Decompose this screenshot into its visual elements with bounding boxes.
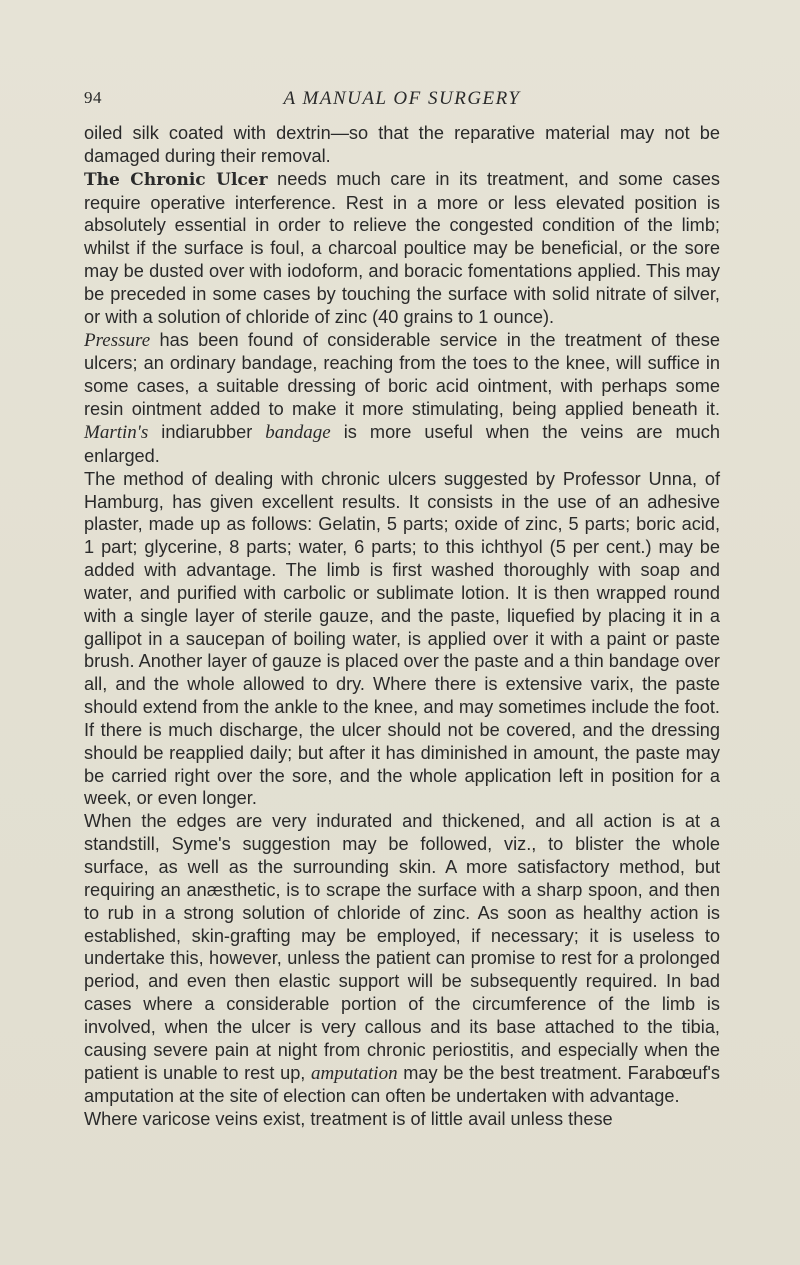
- paragraph-text: Where varicose veins exist, treatment is of little avail unless these: [84, 1109, 613, 1130]
- paragraph-text: When the edges are very indurated and thickened, and all action is at a standstill, Syme's suggestion may be followed, viz., to blister the whole surface, as well as the surrounding skin. A more satisfactory method, but requiring an anæsthetic, is to scrape the surface with a sharp spoon, and then to rub in a strong solution of chloride of zinc. As soon as healthy action is established, skin-grafting may be employed, if necessary; it is useless to undertake this, however, unless the patient can promise to rest for a prolonged period, and even then elastic support will be subsequently required. In bad cases where a considerable portion of the circumference of the limb is involved, when the ulcer is very callous and its base attached to the tibia, causing severe pain at night from chronic periostitis, and especially when the patient is unable to rest up,: [84, 811, 720, 1083]
- paragraph-text: is more useful when the veins are much enlarged.: [84, 421, 720, 466]
- paragraph-text: The method of dealing with chronic ulcers suggested by Professor Unna, of Hamburg, has given excellent results. It consists in the use of an adhesive plaster, made up as follows: Gelatin, 5 parts; oxide of zinc, 5 parts; boric acid, 1 part; glycerine, 8 parts; water, 6 parts; to this ichthyol (5 per cent.) may be added with advantage. The limb is first washed thoroughly with soap and water, and purified with carbolic or sublimate lotion. It is then wrapped round with a single layer of sterile gauze, and the paste, liquefied by placing it in a gallipot in a saucepan of boiling water, is applied over it with a paint or paste brush. Another layer of gauze is placed over the paste and a thin bandage over all, and the whole allowed to dry. Where there is extensive varix, the paste should extend from the ankle to the knee, and may sometimes include the foot. If there is much discharge, the ulcer should not be covered, and the dressing should be reapplied daily; but after it has diminished in amount, the paste may be carried right over the sore, and the whole application left in position for a week, or even longer.: [84, 468, 720, 809]
- paragraph-text: needs much care in its treatment, and some cases require operative interference. Rest in a more or less elevated position is absolutely essential in order to relieve the congested condition of the limb; whilst if the surface is foul, a charcoal poultice may be beneficial, or the sore may be dusted over with iodoform, and boracic fomentations applied. This may be preceded in some cases by touching the surface with solid nitrate of silver, or with a solution of chloride of zinc (40 grains to 1 ounce).: [84, 168, 720, 327]
- paragraph-text: indiarubber: [148, 421, 266, 442]
- running-head: [84, 88, 720, 114]
- paragraph-chronic-ulcer: [84, 168, 720, 329]
- paragraph-dressing-removal: [84, 122, 720, 168]
- paragraph-text: has been found of considerable service in the treatment of these ulcers; an ordinary bandage, reaching from the toes to the knee, will suffice in some cases, a suitable dressing of boric acid ointment, with perhaps some resin ointment added to make it more stimulating, being applied beneath it.: [84, 329, 720, 420]
- running-title: A MANUAL OF SURGERY: [283, 88, 521, 109]
- term-pressure: Pressure: [84, 329, 151, 351]
- paragraph-pressure: [84, 329, 720, 468]
- paragraph-text: may be the best treatment. Farabœuf's amputation at the site of election can often be undertaken with advantage.: [84, 1062, 720, 1107]
- paragraph-text: oiled silk coated with dextrin—so that the reparative material may not be damaged during their removal.: [84, 123, 720, 166]
- section-term-chronic-ulcer: The Chronic Ulcer: [84, 169, 268, 190]
- paragraph-indurated-edges: [84, 810, 720, 1108]
- page-number: 94: [84, 88, 102, 107]
- term-martins: Martin's: [84, 421, 149, 443]
- body-text: [84, 122, 720, 1131]
- paragraph-varicose-veins: [84, 1108, 720, 1131]
- term-bandage: bandage: [265, 421, 331, 443]
- term-amputation: amputation: [311, 1062, 398, 1084]
- paragraph-unna-method: [84, 468, 720, 811]
